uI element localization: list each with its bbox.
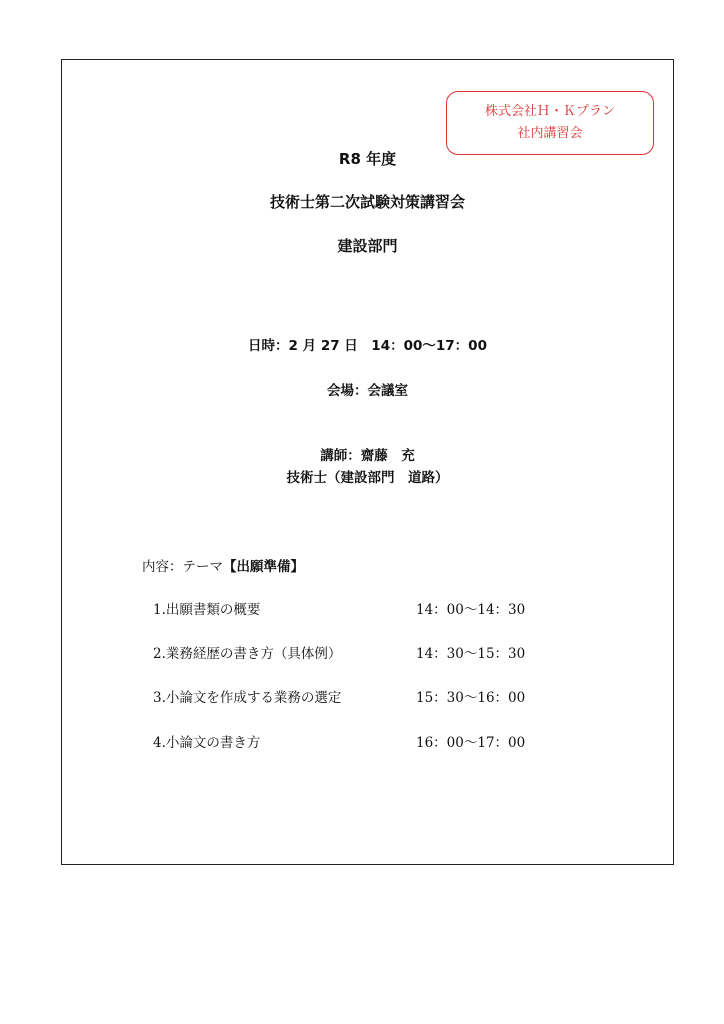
item-time: 16：00～17：00 (416, 735, 526, 751)
company-stamp (446, 91, 654, 155)
item-topic: 4.小論文の書き方 (153, 735, 261, 751)
content-theme: 【出願準備】 (223, 559, 304, 575)
lecturer-qualification: 技術士（建設部門 道路） (286, 470, 449, 486)
date-time: 日時：2 月 27 日 14：00～17：00 (248, 338, 487, 354)
item-time: 15：30～16：00 (416, 690, 526, 706)
fiscal-year: R8 年度 (338, 150, 397, 168)
item-time: 14：00～14：30 (416, 602, 526, 618)
item-topic: 1.出願書類の概要 (153, 602, 261, 618)
document-title: 技術士第二次試験対策講習会 (269, 193, 465, 211)
department: 建設部門 (337, 237, 398, 255)
venue: 会場：会議室 (327, 383, 408, 399)
item-topic: 3.小論文を作成する業務の選定 (153, 690, 342, 706)
stamp-company-name: 株式会社Ｈ・Ｋプラン (484, 104, 615, 120)
item-time: 14：30～15：30 (416, 646, 526, 662)
content-label: 内容：テーマ (142, 559, 223, 575)
content-heading (142, 555, 304, 575)
stamp-event-type: 社内講習会 (517, 126, 583, 141)
document-page (61, 59, 674, 865)
item-topic: 2.業務経歴の書き方（具体例） (153, 646, 342, 662)
lecturer: 講師：齋藤 充 (320, 448, 415, 464)
